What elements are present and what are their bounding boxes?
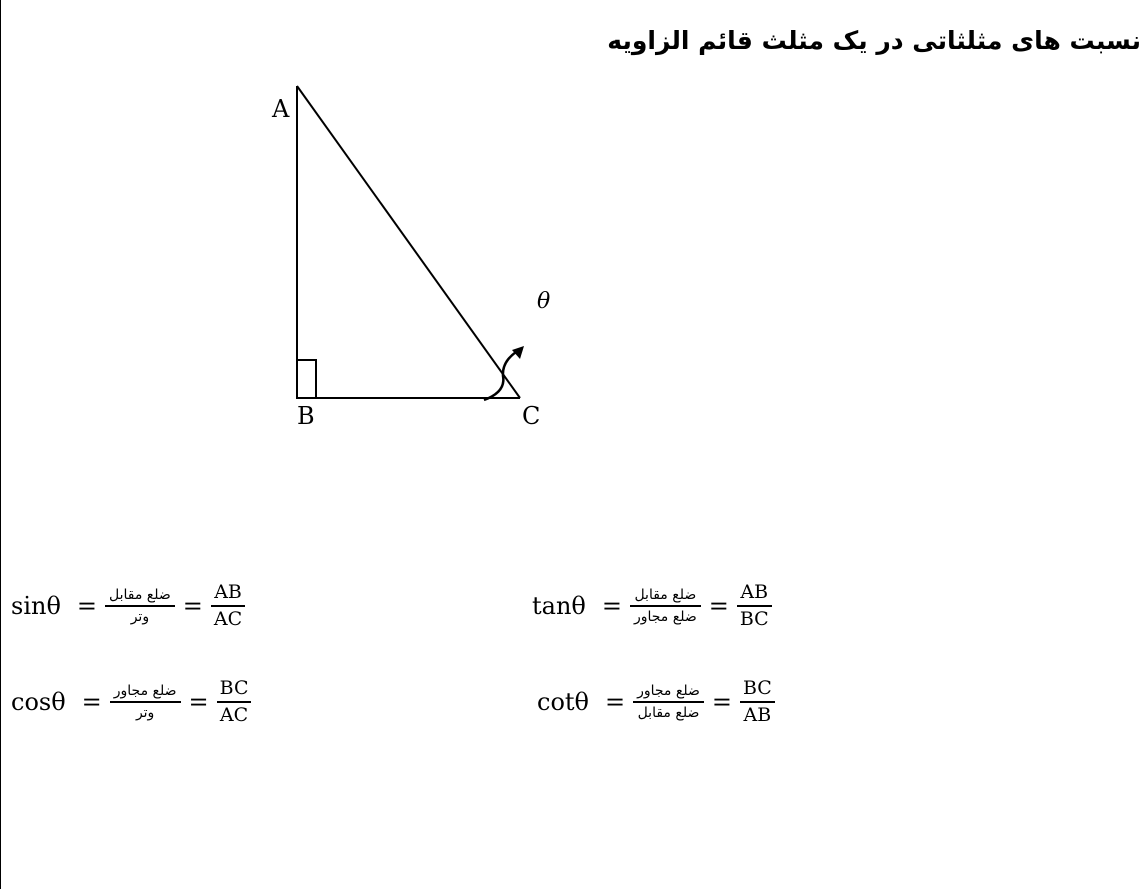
fraction-denominator: BC <box>739 608 769 630</box>
side-ac <box>297 86 520 398</box>
fraction-numerator: BC <box>742 677 772 699</box>
fraction-numerator: BC <box>219 677 249 699</box>
equals-sign: = <box>711 688 732 716</box>
equals-sign: = <box>76 592 98 620</box>
page-title: نسبت های مثلثاتی در یک مثلث قائم الزاویه <box>607 26 1141 55</box>
fraction-bar <box>633 701 704 703</box>
fraction-denominator: وتر <box>130 609 150 625</box>
equals-sign: = <box>188 688 209 716</box>
fraction-words <box>110 684 181 720</box>
fraction-words <box>630 588 701 624</box>
fraction-bar <box>630 605 701 607</box>
vertex-label-c: C <box>522 402 541 430</box>
fraction-numerator: ضلع مقابل <box>109 587 171 603</box>
fraction-ratio <box>737 583 772 629</box>
fraction-numerator: ضلع مقابل <box>634 587 697 603</box>
formula-function: cotθ <box>537 688 589 716</box>
formula-cot <box>537 679 775 725</box>
fraction-denominator: AC <box>219 704 249 726</box>
equals-sign: = <box>708 592 729 620</box>
fraction-bar <box>105 605 175 607</box>
fraction-numerator: AB <box>740 581 769 603</box>
formula-function: tanθ <box>532 592 586 620</box>
angle-label-theta: θ <box>537 289 551 314</box>
fraction-denominator: AB <box>743 704 772 726</box>
angle-arc <box>484 352 516 400</box>
vertex-label-b: B <box>297 402 315 430</box>
fraction-bar <box>211 605 245 607</box>
fraction-denominator: ضلع مقابل <box>637 705 700 721</box>
fraction-denominator: AC <box>213 608 243 630</box>
fraction-words <box>633 684 704 720</box>
fraction-ratio <box>217 679 252 725</box>
formula-function: cosθ <box>11 688 66 716</box>
formula-function: sinθ <box>11 592 61 620</box>
fraction-numerator: ضلع مجاور <box>113 683 177 699</box>
fraction-bar <box>740 701 775 703</box>
fraction-bar <box>217 701 252 703</box>
fraction-numerator: ضلع مجاور <box>637 683 700 699</box>
fraction-denominator: وتر <box>135 705 155 721</box>
equals-sign: = <box>81 688 102 716</box>
formula-cos <box>11 679 251 725</box>
fraction-numerator: AB <box>214 581 242 603</box>
equals-sign: = <box>182 592 203 620</box>
equals-sign: = <box>601 592 622 620</box>
equals-sign: = <box>604 688 626 716</box>
fraction-bar <box>737 605 772 607</box>
formula-tan <box>532 583 772 629</box>
formula-sin <box>11 583 245 629</box>
right-angle-marker <box>297 360 316 398</box>
fraction-words <box>105 588 175 624</box>
fraction-bar <box>110 701 181 703</box>
fraction-ratio <box>740 679 775 725</box>
fraction-ratio <box>211 583 245 629</box>
vertex-label-a: A <box>272 95 290 123</box>
fraction-denominator: ضلع مجاور <box>633 609 697 625</box>
